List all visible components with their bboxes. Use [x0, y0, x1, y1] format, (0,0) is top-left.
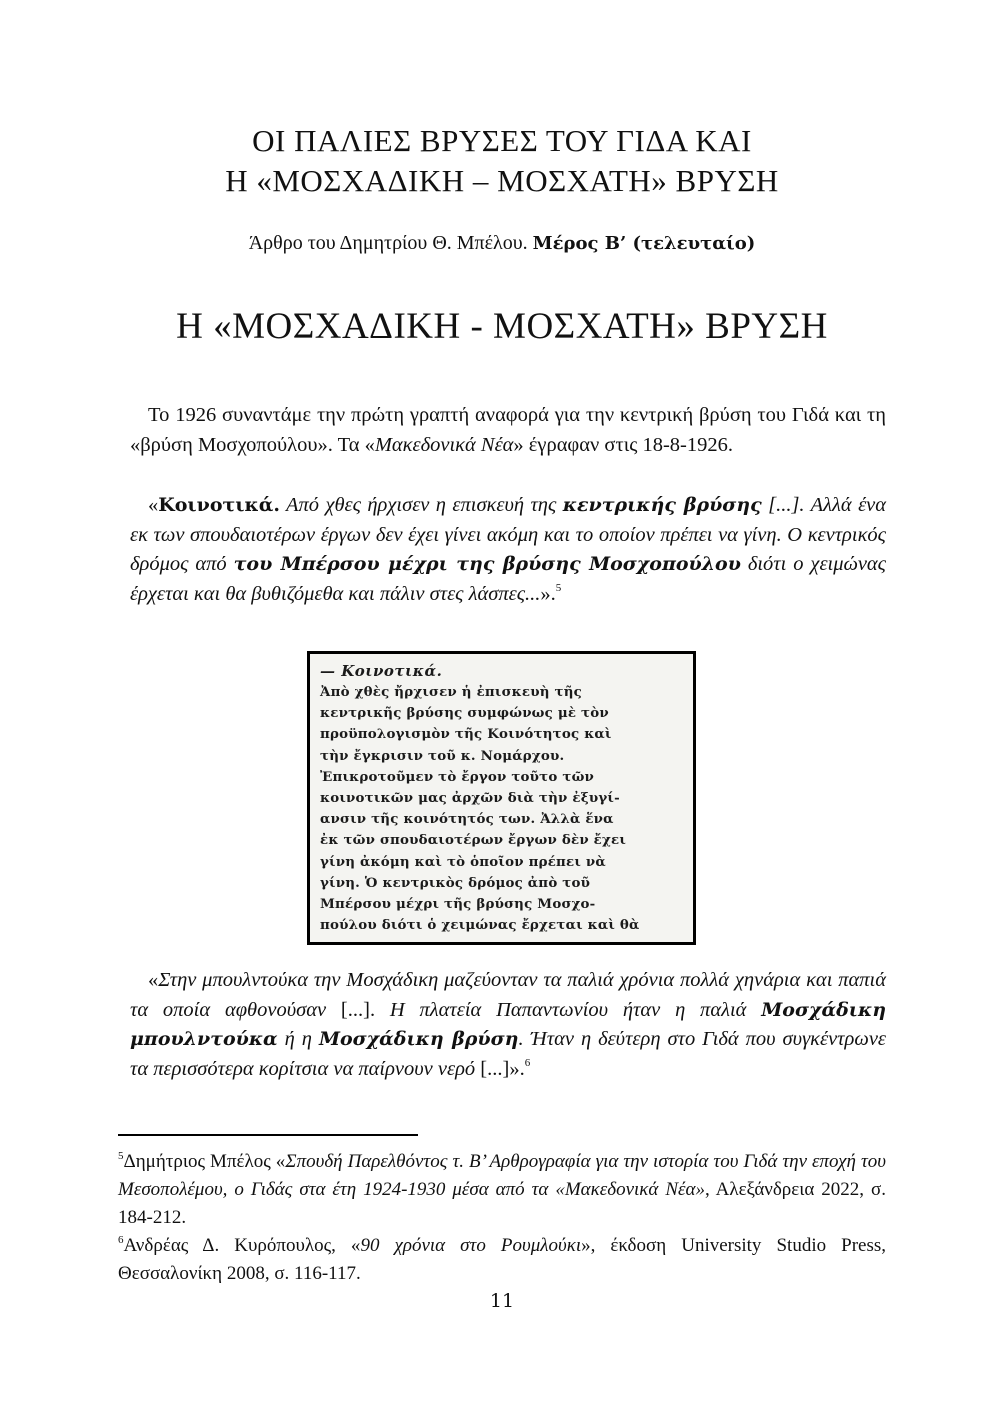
newspaper-clipping	[307, 651, 696, 945]
footnote-6-italic: 90 χρόνια στο Ρουμλούκι	[360, 1235, 582, 1256]
clipping-line: ανσιν τῆς κοινότητός των. Ἀλλὰ ἕνα	[320, 811, 614, 828]
p2-open: «	[148, 494, 159, 516]
footnote-5-number: 5	[118, 1150, 124, 1162]
p1-text-a: Το 1926 συναντάμε την πρώτη γραπτή αναφορά για την κεντρική βρύση του Γιδά και τη «βρύση Μοσχοπούλου». Τα «	[130, 404, 886, 456]
p3-text-a: [...].	[326, 998, 390, 1021]
title-line-1: ΟΙ ΠΑΛΙΕΣ ΒΡΥΣΕΣ ΤΟΥ ΓΙΔΑ ΚΑΙ	[252, 123, 752, 158]
p2-italic-b: [...]. Αλλά ένα εκ των σπουδαιοτέρων έργων δεν έχει γίνει ακόμη και το οποίον πρέπει να γίνη. Ο κεντρικός δρόμος από	[130, 494, 886, 575]
page-number: 11	[489, 1290, 515, 1312]
clipping-line: πούλου διότι ὁ χειμώνας ἔρχεται καὶ θὰ	[320, 917, 640, 934]
p2-bolditalic-b: του Μπέρσου μέχρι της βρύσης Μοσχοπούλου	[233, 553, 741, 575]
footnote-ref-6: 6	[524, 1056, 531, 1069]
p3-italic-a: Στην μπουλντούκα την Μοσχάδικη μαζεύονταν τα παλιά χρόνια πολλά χηνάρια και παπιά τα οποία αφθονούσαν	[130, 969, 886, 1021]
paragraph-1	[130, 401, 886, 460]
footnote-5-text-a: Δημήτριος Μπέλος «	[123, 1151, 286, 1172]
p1-italic-a: Μακεδονικά Νέα	[374, 433, 514, 456]
paragraph-2-quote	[130, 491, 886, 609]
clipping-line: ἐκ τῶν σπουδαιοτέρων ἔργων δὲν ἔχει	[320, 832, 627, 849]
paragraph-3-quote	[130, 966, 886, 1084]
footnote-5	[118, 1148, 886, 1232]
p2-close: ».	[540, 582, 556, 605]
section-heading: Η «ΜΟΣΧΑΔΙΚΗ - ΜΟΣΧΑΤΗ» ΒΡΥΣΗ	[176, 306, 828, 347]
title-line-2: Η «ΜΟΣΧΑΔΙΚΗ – ΜΟΣΧΑΤΗ» ΒΡΥΣΗ	[225, 163, 779, 198]
subtitle-author: Άρθρο του Δημητρίου Θ. Μπέλου.	[248, 232, 528, 254]
clipping-line: τὴν ἔγκρισιν τοῦ κ. Νομάρχου.	[320, 747, 565, 764]
footnote-6-text-b: », έκδοση University Studio Press, Θεσσαλονίκη 2008, σ. 116-117.	[118, 1235, 887, 1284]
footnote-6-number: 6	[118, 1234, 124, 1246]
clipping-line: κεντρικῆς βρύσης συμφώνως μὲ τὸν	[320, 705, 609, 722]
p2-italic-c: διότι ο χειμώνας έρχεται και θα βυθιζόμεθα και πάλιν στες λάσπες...	[130, 553, 886, 605]
p3-italic-c: ή η	[277, 1028, 319, 1050]
clipping-line: Μπέρσου μέχρι τῆς βρύσης Μοσχο-	[320, 896, 596, 913]
p1-text-b: » έγραφαν στις 18-8-1926.	[513, 433, 733, 456]
footnote-5-italic: Σπουδή Παρελθόντος τ. Β’ Αρθρογραφία για την ιστορία του Γιδά την εποχή του Μεσοπολέμου, ο Γιδάς στα έτη 1924-1930 μέσα από τα «Μακεδονικά Νέα»	[118, 1151, 886, 1200]
p3-italic-d: . Ήταν η δεύτερη στο Γιδά που συγκέντρωνε τα περισσότερα κορίτσια να παίρνουν νερό	[130, 1028, 886, 1080]
p3-bolditalic-a: Μοσχάδικη μπουλντούκα	[130, 998, 887, 1050]
footnotes	[118, 1148, 886, 1288]
clipping-line: προϋπολογισμὸν τῆς Κοινότητος καὶ	[320, 726, 612, 743]
p2-italic-a: Από χθες ήρχισεν η επισκευή της	[279, 494, 563, 516]
p2-bolditalic-a: κεντρικής βρύσης	[562, 494, 762, 516]
p3-open: «	[148, 969, 159, 991]
clipping-line: γίνη ἀκόμη καὶ τὸ ὁποῖον πρέπει νὰ	[320, 853, 606, 870]
p3-bolditalic-b: Μοσχάδικη βρύση	[318, 1028, 519, 1050]
footnote-ref-5: 5	[555, 581, 562, 594]
p3-italic-b: Η πλατεία Παπαντωνίου ήταν η παλιά	[389, 998, 762, 1021]
subtitle	[0, 232, 1004, 255]
footnote-6-text-a: Ανδρέας Δ. Κυρόπουλος, «	[123, 1235, 361, 1256]
clipping-line: Ἐπικροτοῦμεν τὸ ἔργον τοῦτο τῶν	[320, 768, 595, 785]
footnote-5-text-b: , Αλεξάνδρεια 2022, σ. 184-212.	[118, 1179, 886, 1228]
p2-bold-a: Κοινοτικά.	[158, 494, 280, 516]
footnote-6	[118, 1232, 886, 1288]
clipping-line: κοινοτικῶν μας ἀρχῶν διὰ τὴν ἐξυγί-	[320, 790, 620, 807]
clipping-line: Ἀπὸ χθὲς ἤρχισεν ἡ ἐπισκευὴ τῆς	[320, 684, 583, 700]
footnote-rule	[118, 1134, 418, 1136]
p3-text-b: [...]».	[475, 1057, 525, 1080]
subtitle-part: Μέρος Β’ (τελευταίο)	[532, 233, 756, 254]
clipping-title: — Κοινοτικά.	[320, 662, 443, 680]
clipping-line: γίνη. Ὁ κεντρικὸς δρόμος ἀπὸ τοῦ	[320, 874, 591, 891]
